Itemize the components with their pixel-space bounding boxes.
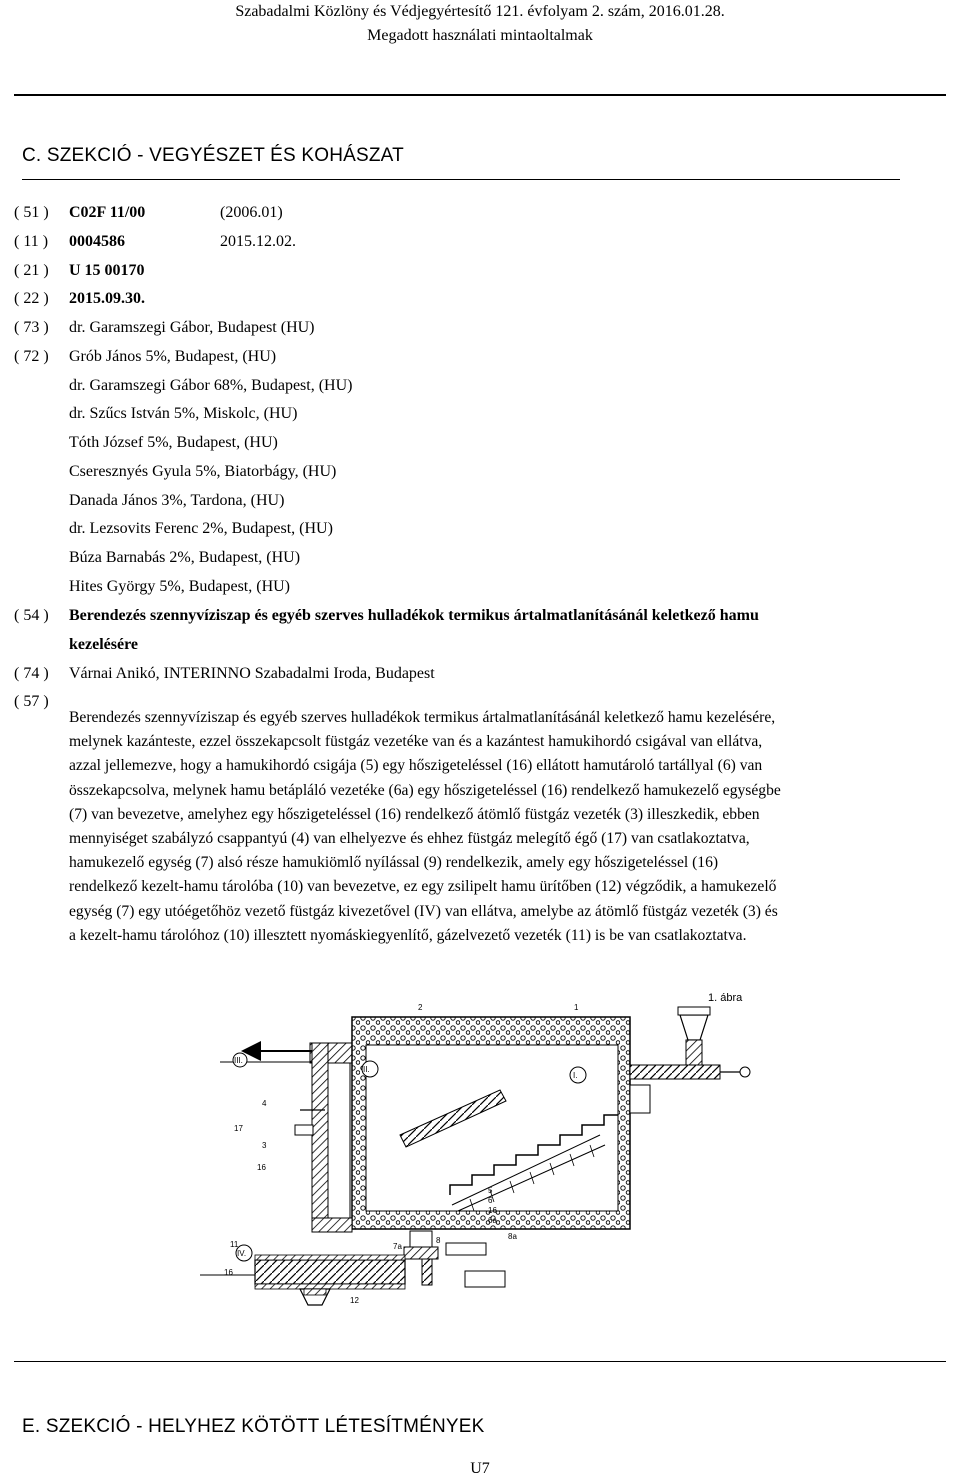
ash-feed-pipe [422, 1259, 432, 1285]
ash-storage-tank [410, 1231, 432, 1247]
inventor: Cseresznyés Gyula 5%, Biatorbágy, (HU) [69, 463, 337, 480]
part-label-8: 8 [436, 1236, 441, 1245]
application-number: U 15 00170 [69, 262, 145, 279]
abstract-line: hamukezelő egység (7) alsó része hamukiömlő nyílással (9) rendelkezik, amely egy hőszigeteléssel (16) [69, 854, 719, 872]
journal-header: Szabadalmi Közlöny és Védjegyértesítő 121. évfolyam 2. szám, 2016.01.28. [235, 3, 725, 20]
region-label-iv: IV. [237, 1249, 247, 1258]
flue-duct-3 [312, 1043, 328, 1218]
registration-date: 2015.12.02. [220, 233, 296, 250]
figure-caption: 1. ábra [708, 992, 743, 1004]
burner [295, 1125, 313, 1135]
title-line-2: kezelésére [69, 636, 138, 653]
part-label-7a: 7a [393, 1242, 402, 1251]
abstract-line: melynek kazánteste, ezzel összekapcsolt füstgáz vezetéke van és a kazántest hamukihordó csigával van ellátva, [69, 733, 763, 751]
abstract-line: (7) van bevezetve, amelyhez egy hőszigeteléssel (16) rendelkező átömlő füstgáz vezeték (3) illeszkedik, ebben [69, 805, 760, 823]
field-code-22: ( 22 ) [14, 290, 49, 307]
abstract-line: Berendezés szennyvíziszap és egyéb szerves hulladékok termikus ártalmatlanításánál keletkező hamu kezelésére, [69, 709, 776, 726]
header-rule [14, 94, 946, 96]
part-label-4: 4 [262, 1099, 267, 1108]
region-label-i: I. [573, 1071, 578, 1080]
page-number: U7 [470, 1460, 490, 1477]
filing-date: 2015.09.30. [69, 290, 145, 307]
part-label-6: 6 [488, 1196, 493, 1205]
inventor: dr. Garamszegi Gábor 68%, Budapest, (HU) [69, 377, 353, 394]
registration-number: 0004586 [69, 233, 125, 250]
technical-drawing [200, 985, 770, 1310]
part-label-1: 1 [574, 1003, 579, 1012]
abstract-line: egység (7) egy utóégetőhöz vezető füstgáz kivezetővel (IV) van ellátva, amelybe az átömlő füstgáz vezeték (3) és [69, 902, 778, 920]
section-c-rule [22, 179, 900, 180]
inventor: dr. Szűcs István 5%, Miskolc, (HU) [69, 405, 298, 422]
inventor: Tóth József 5%, Budapest, (HU) [69, 434, 278, 451]
field-code-21: ( 21 ) [14, 262, 49, 279]
ash-treatment-unit [255, 1260, 405, 1284]
inventor: Grób János 5%, Budapest, (HU) [69, 348, 277, 365]
part-label-3: 3 [262, 1141, 267, 1150]
section-e-title: E. SZEKCIÓ - HELYHEZ KÖTÖTT LÉTESÍTMÉNYEK [22, 1416, 485, 1437]
ipc-version: (2006.01) [220, 204, 283, 221]
abstract-line: a kezelt-hamu tárolóhoz (10) illesztett nyomáskiegyenlítő, gázelvezető vezeték (11) is be van csatlakoztatva. [69, 926, 747, 944]
motor-housing [465, 1271, 505, 1287]
field-code-51: ( 51 ) [14, 204, 49, 221]
abstract-line: rendelkező kezelt-hamu tárolóba (10) van bevezetve, ez egy zsilipelt hamu ürítőben (12) végződik, a hamukezelő [69, 878, 777, 896]
abstract-line: összekapcsolva, melynek hamu betápláló vezetéke (6a) egy hőszigeteléssel (16) rendelkező hamukezelő egységbe [69, 781, 781, 799]
abstract-line: azzal jellemezve, hogy a hamukihordó csigája (5) egy hőszigeteléssel (16) ellátott hamutároló tartállyal (6) van [69, 757, 763, 775]
part-label-8a: 8a [508, 1232, 517, 1241]
section-c-title: C. SZEKCIÓ - VEGYÉSZET ÉS KOHÁSZAT [22, 145, 404, 166]
feed-conveyor [630, 1065, 720, 1079]
part-label-16a: 16 [257, 1163, 266, 1172]
field-code-73: ( 73 ) [14, 319, 49, 336]
part-label-16b: 16 [488, 1206, 497, 1215]
part-label-6a: 6a [488, 1216, 497, 1225]
part-label-12: 12 [350, 1296, 359, 1305]
field-code-57: ( 57 ) [14, 693, 49, 710]
section-rule [14, 1361, 946, 1362]
inventor: dr. Lezsovits Ferenc 2%, Budapest, (HU) [69, 520, 333, 537]
part-label-5: 5 [488, 1186, 493, 1195]
part-label-2: 2 [418, 1003, 423, 1012]
abstract-line: mennyiséget szabályzó csappantyú (4) van elhelyezve és ehhez füstgáz melegítő égő (17) van csatlakoztatva, [69, 830, 750, 848]
field-code-72: ( 72 ) [14, 348, 49, 365]
region-label-iii: III. [234, 1056, 243, 1065]
part-label-17: 17 [234, 1124, 243, 1133]
field-code-54: ( 54 ) [14, 607, 49, 624]
part-label-16c: 16 [224, 1268, 233, 1277]
part-label-11: 11 [230, 1240, 239, 1249]
motor-icon [740, 1067, 750, 1077]
field-code-11: ( 11 ) [14, 233, 49, 250]
ipc-class: C02F 11/00 [69, 204, 146, 221]
holder: dr. Garamszegi Gábor, Budapest (HU) [69, 319, 315, 336]
attorney: Várnai Anikó, INTERINNO Szabadalmi Iroda, Budapest [69, 665, 435, 682]
inventor: Hites György 5%, Budapest, (HU) [69, 578, 291, 595]
feed-hopper [680, 1015, 708, 1040]
region-label-ii: II. [363, 1065, 370, 1074]
journal-subheader: Megadott használati mintaoltalmak [367, 27, 593, 44]
inventor: Búza Barnabás 2%, Budapest, (HU) [69, 549, 301, 566]
field-code-74: ( 74 ) [14, 665, 49, 682]
abstract [69, 706, 909, 948]
title-line-1: Berendezés szennyvíziszap és egyéb szerves hulladékok termikus ártalmatlanításánál keletkező hamu [69, 607, 759, 624]
inventor: Danada János 3%, Tardona, (HU) [69, 492, 285, 509]
